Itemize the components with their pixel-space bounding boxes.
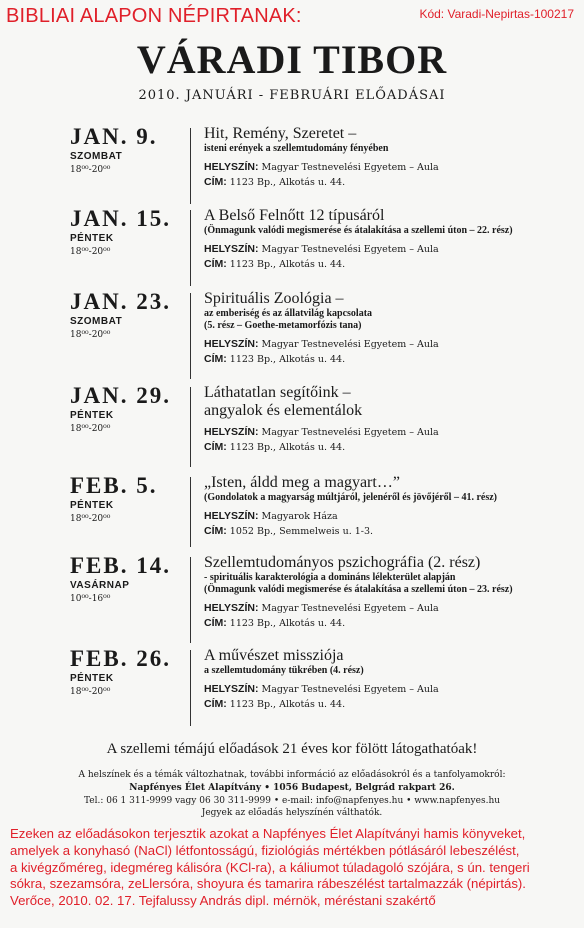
location-value: Magyar Testnevelési Egyetem – Aula (258, 427, 439, 438)
info-line-2: Napfényes Élet Alapítvány • 1056 Budapest, Belgrád rakpart 26. (129, 783, 455, 793)
event-date: FEB. 14. (70, 553, 171, 578)
event-time: 18⁰⁰-20⁰⁰ (70, 165, 111, 175)
event-subtitle: (Gondolatok a magyarság múltjáról, jelenéről és jövőjéről – 41. rész) (204, 492, 497, 503)
red-note (10, 826, 576, 910)
event-day: PÉNTEK (70, 410, 114, 421)
event-title: angyalok és elementálok (204, 402, 363, 419)
red-note-line: amelyek a konyhasó (NaCl) létfontosságú, fiziológiás mértékben pótlásáról lebeszélést, (10, 842, 520, 858)
event-location (204, 602, 439, 614)
event-time: 18⁰⁰-20⁰⁰ (70, 687, 111, 697)
red-note-line: Ezeken az előadásokon terjesztik azokat a Napfényes Élet Alapítványi hamis könyveket, (10, 826, 526, 841)
event-date: JAN. 9. (70, 124, 158, 149)
location-value: Magyar Testnevelési Egyetem – Aula (258, 162, 439, 173)
document-code: Kód: Varadi-Nepirtas-100217 (419, 7, 574, 21)
info-line-4: Jegyek az előadás helyszínén válthatók. (201, 808, 383, 818)
event-time: 18⁰⁰-20⁰⁰ (70, 424, 111, 434)
event-title: A művészet missziója (204, 647, 344, 664)
address-value: 1123 Bp., Alkotás u. 44. (226, 259, 346, 270)
event-time: 18⁰⁰-20⁰⁰ (70, 247, 111, 257)
event-location (204, 426, 439, 438)
event-day: SZOMBAT (70, 151, 123, 162)
location-label: HELYSZÍN: (204, 338, 259, 350)
location-value: Magyar Testnevelési Egyetem – Aula (258, 603, 439, 614)
event-subtitle: az emberiség és az állatvilág kapcsolata (204, 308, 373, 319)
event-title: A Belső Felnőtt 12 típusáról (204, 207, 385, 224)
address-label: CÍM: (204, 258, 227, 270)
event-time: 18⁰⁰-20⁰⁰ (70, 330, 111, 340)
red-note-line: sókra, szezamsóra, zeLlersóra, shoyura és tamarira rábeszélést tartalmazzák (népirtás). (10, 876, 526, 892)
address-label: CÍM: (204, 525, 227, 537)
address-label: CÍM: (204, 698, 227, 710)
red-note-line: a kivégzőméreg, idegméreg kálisóra (KCl-ra), a káliumot túladagoló szójára, s ún. tengeri (10, 859, 530, 875)
event-location (204, 683, 439, 695)
event-address (204, 525, 373, 537)
red-note-line: Verőce, 2010. 02. 17. Tejfalussy András dipl. mérnök, méréstani szakértő (10, 893, 436, 909)
event-time: 10⁰⁰-16⁰⁰ (70, 594, 111, 604)
address-value: 1052 Bp., Semmelweis u. 1-3. (226, 526, 374, 537)
location-label: HELYSZÍN: (204, 426, 259, 438)
event-address (204, 617, 345, 629)
location-label: HELYSZÍN: (204, 161, 259, 173)
event-subtitle: (Önmagunk valódi megismerése és átalakítása a szellemi úton – 22. rész) (204, 225, 513, 236)
event-divider (190, 210, 191, 286)
location-label: HELYSZÍN: (204, 602, 259, 614)
info-line-1: A helszínek és a témák változhatnak, további információ az előadásokról és a tanfolyamokról: (78, 770, 506, 780)
event-subtitle: - spirituális karakterológia a domináns lélekterület alapján (204, 572, 456, 583)
address-value: 1123 Bp., Alkotás u. 44. (226, 618, 346, 629)
event-title: Spirituális Zoológia – (204, 290, 344, 307)
event-subtitle: a szellemtudomány tükrében (4. rész) (204, 665, 364, 676)
event-date: JAN. 23. (70, 289, 171, 314)
event-subtitle: isteni erények a szellemtudomány fényében (204, 143, 389, 154)
event-subtitle: (5. rész – Goethe-metamorfózis tana) (204, 320, 362, 331)
address-value: 1123 Bp., Alkotás u. 44. (226, 442, 346, 453)
location-label: HELYSZÍN: (204, 683, 259, 695)
event-title: Láthatatlan segítőink – (204, 384, 351, 401)
event-day: PÉNTEK (70, 233, 114, 244)
address-label: CÍM: (204, 176, 227, 188)
event-location (204, 161, 439, 173)
event-address (204, 353, 345, 365)
page-title: VÁRADI TIBOR (136, 37, 448, 82)
age-note: A szellemi témájú előadások 21 éves kor fölött látogathatóak! (106, 741, 478, 757)
page-subtitle: 2010. JANUÁRI - FEBRUÁRI ELŐADÁSAI (138, 88, 446, 103)
event-divider (190, 128, 191, 204)
event-divider (190, 477, 191, 547)
event-address (204, 176, 345, 188)
event-address (204, 441, 345, 453)
location-value: Magyar Testnevelési Egyetem – Aula (258, 339, 439, 350)
event-day: VASÁRNAP (70, 580, 130, 591)
event-address (204, 698, 345, 710)
event-date: JAN. 29. (70, 383, 171, 408)
event-date: FEB. 26. (70, 646, 171, 671)
address-label: CÍM: (204, 441, 227, 453)
event-date: JAN. 15. (70, 206, 171, 231)
event-location (204, 338, 439, 350)
location-label: HELYSZÍN: (204, 243, 259, 255)
event-address (204, 258, 345, 270)
event-title: Hit, Remény, Szeretet – (204, 125, 357, 142)
event-divider (190, 293, 191, 379)
info-line-3: Tel.: 06 1 311-9999 vagy 06 30 311-9999 • e-mail: info@napfenyes.hu • www.napfenyes.hu (83, 796, 501, 806)
event-title: Szellemtudományos pszichográfia (2. rész) (204, 554, 481, 571)
address-value: 1123 Bp., Alkotás u. 44. (226, 354, 346, 365)
event-day: SZOMBAT (70, 316, 123, 327)
event-location (204, 510, 338, 522)
address-label: CÍM: (204, 617, 227, 629)
location-value: Magyarok Háza (258, 511, 338, 522)
event-location (204, 243, 439, 255)
location-label: HELYSZÍN: (204, 510, 259, 522)
address-value: 1123 Bp., Alkotás u. 44. (226, 699, 346, 710)
event-divider (190, 387, 191, 467)
event-date: FEB. 5. (70, 473, 158, 498)
event-day: PÉNTEK (70, 500, 114, 511)
event-time: 18⁰⁰-20⁰⁰ (70, 514, 111, 524)
location-value: Magyar Testnevelési Egyetem – Aula (258, 244, 439, 255)
event-divider (190, 650, 191, 726)
event-day: PÉNTEK (70, 673, 114, 684)
header-top-left: BIBLIAI ALAPON NÉPIRTANAK: (6, 5, 302, 27)
address-value: 1123 Bp., Alkotás u. 44. (226, 177, 346, 188)
address-label: CÍM: (204, 353, 227, 365)
event-divider (190, 557, 191, 643)
location-value: Magyar Testnevelési Egyetem – Aula (258, 684, 439, 695)
event-title: „Isten, áldd meg a magyart…” (204, 474, 400, 491)
event-subtitle: (Önmagunk valódi megismerése és átalakítása a szellemi úton – 23. rész) (204, 584, 513, 595)
